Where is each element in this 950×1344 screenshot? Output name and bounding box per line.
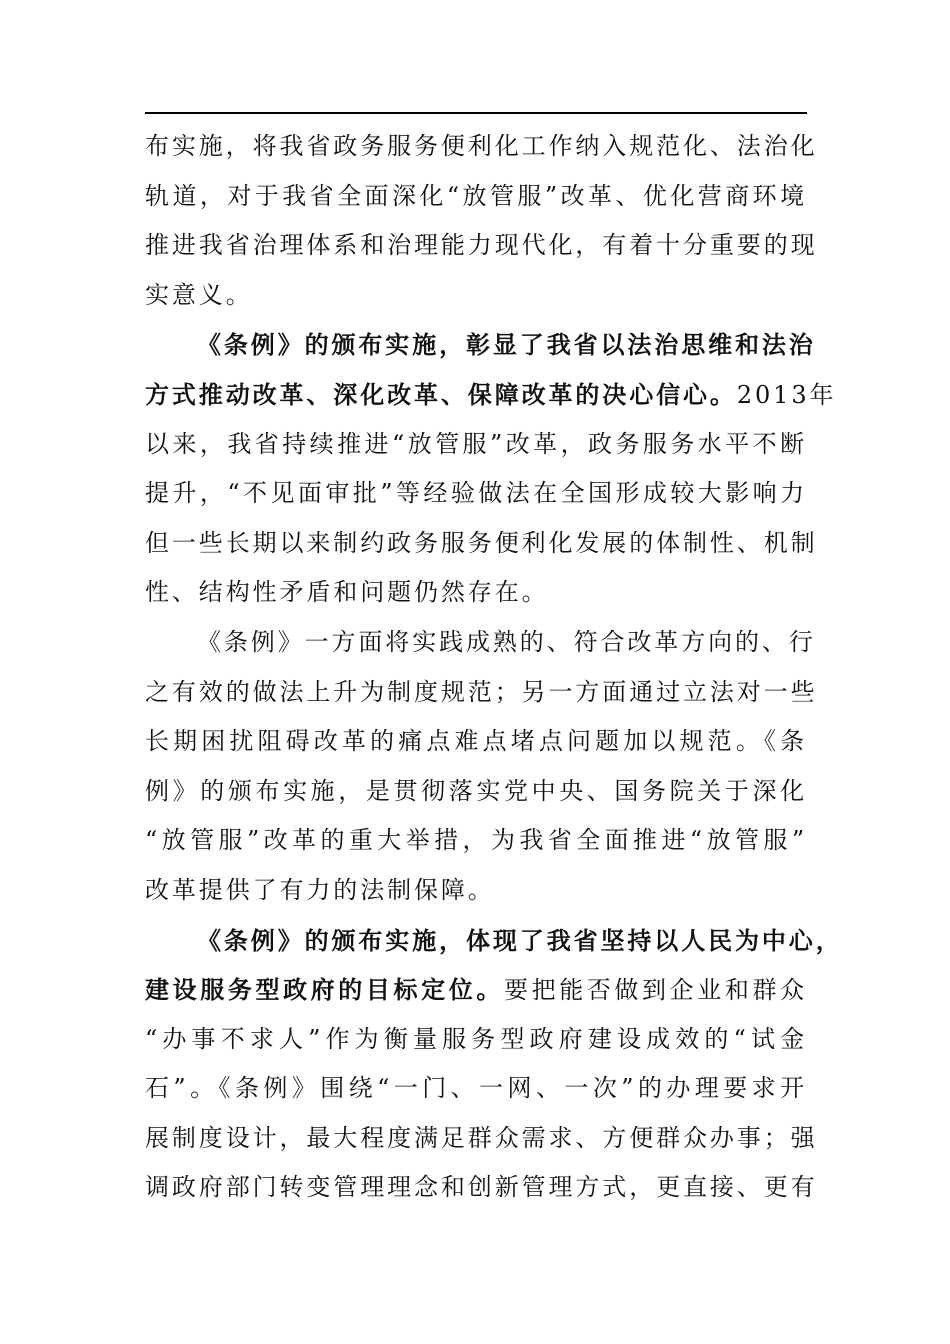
text-line — [145, 568, 807, 618]
text-line — [145, 469, 807, 519]
bold-text-run: 《条例》的颁布实施，体现了我省坚持以人民为中心， — [197, 925, 843, 955]
text-run: 但一些长期以来制约政务服务便利化发展的体制性、机制 — [145, 528, 818, 557]
text-run: 2013年 — [736, 380, 837, 409]
text-line — [145, 271, 807, 321]
header-rule — [145, 112, 807, 114]
bold-text-run: 《条例》的颁布实施，彰显了我省以法治思维和法治 — [197, 330, 816, 360]
text-run: 以来，我省持续推进“放管服”改革，政务服务水平不断 — [145, 429, 807, 458]
text-line — [145, 618, 816, 668]
text-line — [145, 1163, 818, 1213]
document-body — [145, 122, 843, 1213]
text-run: “办事不求人”作为衡量服务型政府建设成效的“试金 — [145, 1024, 807, 1053]
text-line — [145, 916, 843, 966]
text-line — [145, 370, 837, 420]
text-line — [145, 122, 818, 172]
text-line — [145, 668, 818, 718]
text-run: 提升，“不见面审批”等经验做法在全国形成较大影响力 — [145, 479, 807, 508]
text-line — [145, 1064, 807, 1114]
text-run: 改革提供了有力的法制保障。 — [145, 875, 495, 904]
text-line — [145, 816, 807, 866]
text-run: 例》的颁布实施，是贯彻落实党中央、国务院关于深化 — [145, 776, 807, 805]
text-line — [145, 965, 807, 1015]
text-run: 布实施，将我省政务服务便利化工作纳入规范化、法治化 — [145, 132, 818, 160]
text-line — [145, 221, 818, 271]
text-line — [145, 1114, 818, 1164]
text-run: 展制度设计，最大程度满足群众需求、方便群众办事；强 — [145, 1123, 818, 1152]
text-line — [145, 717, 807, 767]
text-line — [145, 519, 818, 569]
text-run: 推进我省治理体系和治理能力现代化，有着十分重要的现 — [145, 231, 818, 260]
bold-text-run: 方式推动改革、深化改革、保障改革的决心信心。 — [145, 379, 737, 409]
text-run: 要把能否做到企业和群众 — [503, 976, 807, 1005]
text-run: “放管服”改革的重大举措，为我省全面推进“放管服” — [145, 826, 807, 855]
text-line — [145, 420, 807, 470]
text-line — [145, 320, 816, 370]
text-run: 实意义。 — [145, 280, 253, 309]
text-line — [145, 172, 807, 222]
text-line — [145, 767, 807, 817]
text-run: 轨道，对于我省全面深化“放管服”改革、优化营商环境 — [145, 181, 807, 210]
text-line — [145, 866, 807, 916]
bold-text-run: 建设服务型政府的目标定位。 — [145, 975, 504, 1005]
text-run: 调政府部门转变管理理念和创新管理方式，更直接、更有 — [145, 1173, 818, 1202]
text-run: 长期困扰阻碍改革的痛点难点堵点问题加以规范。《条 — [145, 727, 807, 756]
text-run: 石”。《条例》围绕“一门、一网、一次”的办理要求开 — [145, 1074, 807, 1103]
text-run: 之有效的做法上升为制度规范；另一方面通过立法对一些 — [145, 677, 818, 706]
text-line — [145, 1015, 807, 1065]
text-run: 性、结构性矛盾和问题仍然存在。 — [145, 578, 549, 607]
text-run: 《条例》一方面将实践成熟的、符合改革方向的、行 — [197, 627, 816, 656]
